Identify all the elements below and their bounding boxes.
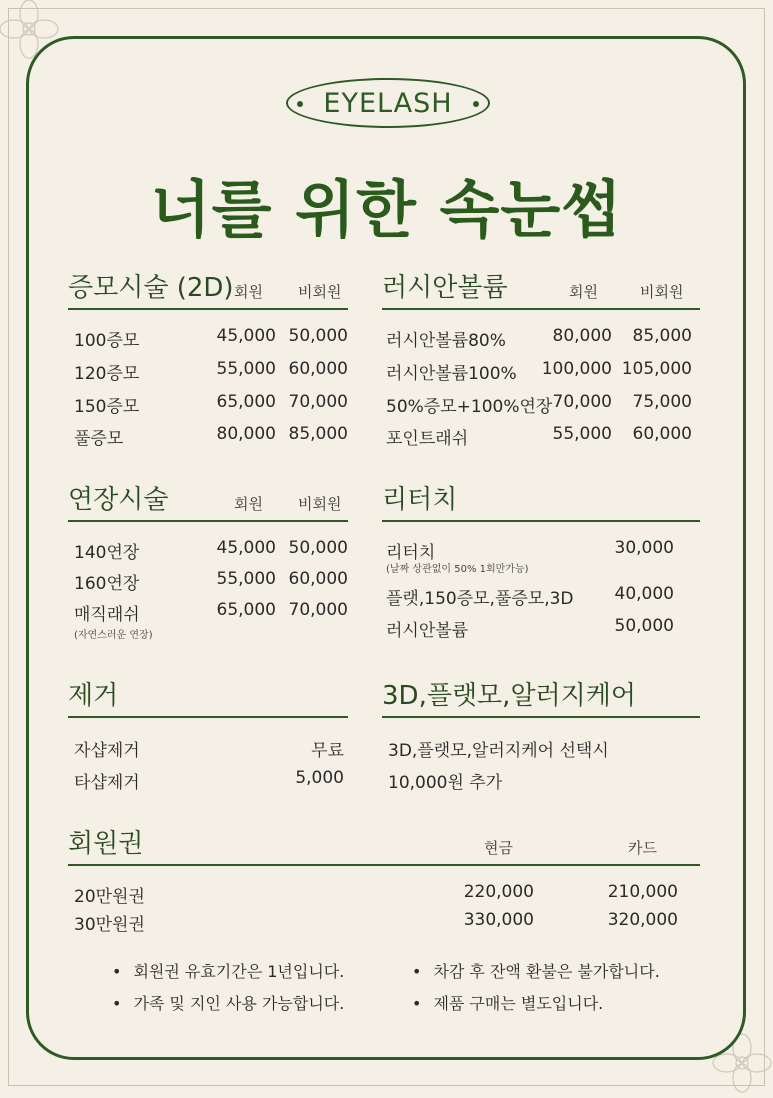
section-title: 리터치 <box>382 485 458 515</box>
section-title: 증모시술 (2D) <box>68 273 234 303</box>
section-title: 러시안볼륨 <box>382 273 508 303</box>
row-name: 러시안볼륨100% <box>386 364 517 384</box>
price-nonmember: 85,000 <box>288 424 348 444</box>
badge-text: EYELASH <box>323 87 453 119</box>
price: 5,000 <box>295 768 344 788</box>
row-name: 20만원권 <box>74 887 145 907</box>
price-nonmember: 75,000 <box>632 392 692 412</box>
section-membership <box>68 828 700 938</box>
price-member: 80,000 <box>216 424 276 444</box>
row-note: (자연스러운 연장) <box>74 630 153 641</box>
section-extension <box>68 484 348 644</box>
price-member: 55,000 <box>216 569 276 589</box>
row-name: 50%증모+100%연장 <box>386 397 553 417</box>
row-name: 140연장 <box>74 543 140 563</box>
section-title: 3D,플랫모,알러지케어 <box>382 681 637 711</box>
price-nonmember: 60,000 <box>632 424 692 444</box>
section-header <box>68 680 348 718</box>
notice-item: • 차감 후 잔액 환불은 불가합니다. <box>412 959 660 982</box>
badge-dot <box>297 101 303 107</box>
addon-line-2: 10,000원 추가 <box>388 773 503 793</box>
row-note: (날짜 상관없이 50% 1회만가능) <box>386 564 529 575</box>
section-russian-volume <box>382 272 700 452</box>
section-title: 회원권 <box>68 829 144 859</box>
section-title: 연장시술 <box>68 485 169 515</box>
price-nonmember: 60,000 <box>288 569 348 589</box>
notice-item: • 회원권 유효기간은 1년입니다. <box>112 959 344 982</box>
col-nonmember: 비회원 <box>298 283 342 301</box>
price: 무료 <box>311 741 344 761</box>
price-card: 210,000 <box>607 882 678 902</box>
col-member: 회원 <box>569 283 598 301</box>
eyelash-badge <box>286 78 490 128</box>
col-cash: 현금 <box>484 839 513 857</box>
price-member: 45,000 <box>216 538 276 558</box>
price: 30,000 <box>614 538 674 558</box>
price-card: 320,000 <box>607 910 678 930</box>
row-name: 150증모 <box>74 397 140 417</box>
price-nonmember: 105,000 <box>621 359 692 379</box>
notice-item: • 제품 구매는 별도입니다. <box>412 991 603 1014</box>
price: 50,000 <box>614 616 674 636</box>
price-member: 55,000 <box>216 359 276 379</box>
notice-item: • 가족 및 지인 사용 가능합니다. <box>112 991 344 1014</box>
row-name: 플랫,150증모,풀증모,3D <box>386 589 574 609</box>
col-nonmember: 비회원 <box>640 283 684 301</box>
price: 40,000 <box>614 584 674 604</box>
page-title: 너를 위한 속눈썹 <box>150 173 623 246</box>
section-header <box>382 680 700 718</box>
row-name: 100증모 <box>74 331 140 351</box>
price-nonmember: 60,000 <box>288 359 348 379</box>
price-nonmember: 85,000 <box>632 326 692 346</box>
row-name: 120증모 <box>74 364 140 384</box>
price-nonmember: 70,000 <box>288 600 348 620</box>
price-member: 70,000 <box>552 392 612 412</box>
row-name: 30만원권 <box>74 915 145 935</box>
col-member: 회원 <box>234 283 263 301</box>
price-member: 65,000 <box>216 600 276 620</box>
section-header <box>68 272 348 310</box>
price-member: 100,000 <box>541 359 612 379</box>
row-name: 풀증모 <box>74 429 124 449</box>
price-member: 45,000 <box>216 326 276 346</box>
section-volume-2d <box>68 272 348 452</box>
row-name: 타샵제거 <box>74 773 140 793</box>
col-card: 카드 <box>628 839 657 857</box>
section-header <box>68 828 700 866</box>
section-header <box>382 272 700 310</box>
section-header <box>382 484 700 522</box>
price-nonmember: 50,000 <box>288 326 348 346</box>
section-addon <box>382 680 700 793</box>
price-nonmember: 50,000 <box>288 538 348 558</box>
row-name: 포인트래쉬 <box>386 429 469 449</box>
price-cash: 220,000 <box>463 882 534 902</box>
price-member: 65,000 <box>216 392 276 412</box>
section-header <box>68 484 348 522</box>
price-nonmember: 70,000 <box>288 392 348 412</box>
section-removal <box>68 680 348 793</box>
row-name: 러시안볼륨80% <box>386 331 506 351</box>
row-name: 매직래쉬 <box>74 605 140 625</box>
row-name: 자샵제거 <box>74 741 140 761</box>
price-cash: 330,000 <box>463 910 534 930</box>
badge-dot <box>473 101 479 107</box>
col-nonmember: 비회원 <box>298 495 342 513</box>
addon-line-1: 3D,플랫모,알러지케어 선택시 <box>388 741 609 761</box>
row-name: 러시안볼륨 <box>386 621 469 641</box>
col-member: 회원 <box>234 495 263 513</box>
row-name: 리터치 <box>386 543 436 563</box>
price-member: 80,000 <box>552 326 612 346</box>
row-name: 160연장 <box>74 574 140 594</box>
price-member: 55,000 <box>552 424 612 444</box>
section-title: 제거 <box>68 681 119 711</box>
section-retouch <box>382 484 700 644</box>
